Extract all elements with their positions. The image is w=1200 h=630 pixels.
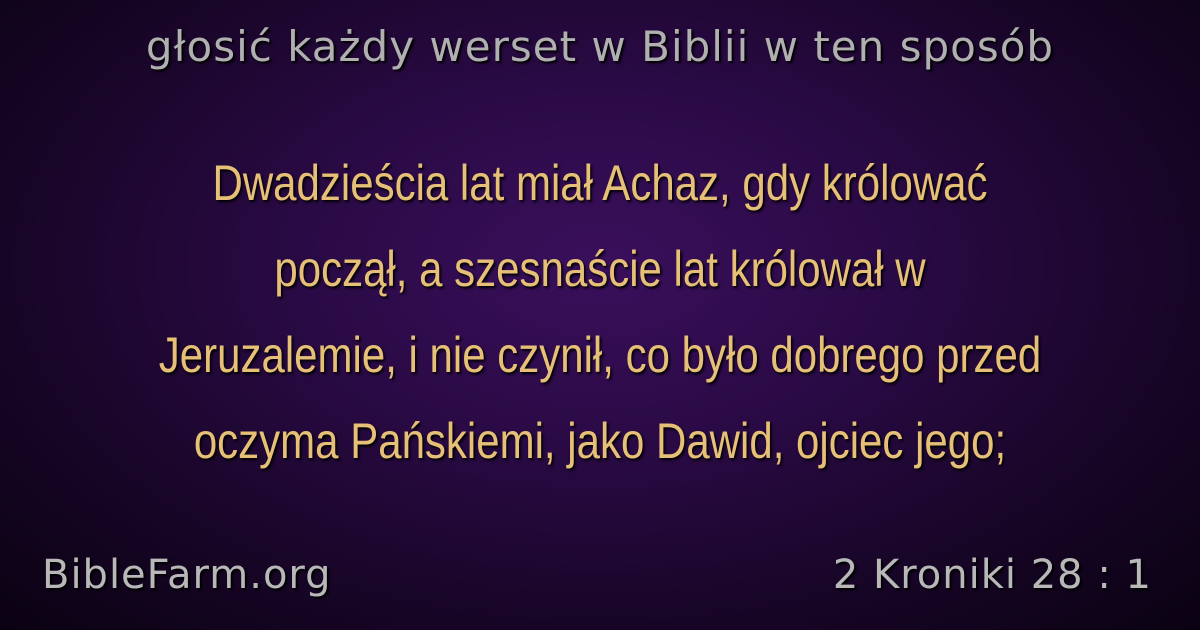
site-name: BibleFarm.org <box>42 552 332 598</box>
verse-line: począł, a szesnaście lat królował w <box>274 241 926 297</box>
verse-reference: 2 Kroniki 28 : 1 <box>832 552 1152 598</box>
verse-line: Dwadzieścia lat miał Achaz, gdy królować <box>212 155 988 211</box>
header-tagline: głosić każdy werset w Biblii w ten sposób <box>145 22 1055 71</box>
verse-text <box>20 140 1179 484</box>
verse-line: oczyma Pańskiemi, jako Dawid, ojciec jego; <box>193 413 1007 469</box>
verse-line: Jeruzalemie, i nie czynił, co było dobrego przed <box>158 327 1042 383</box>
verse-block <box>0 140 1200 490</box>
